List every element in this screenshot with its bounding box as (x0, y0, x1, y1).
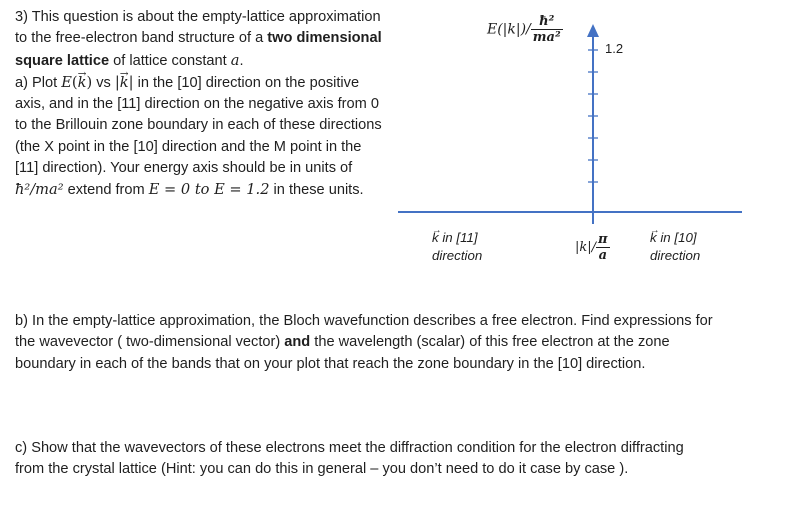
bold-and: and (284, 334, 311, 351)
question-part-c: c) Show that the wavevectors of these electrons meet the diffraction condition for the electron diffracting from the crystal lattice (Hint: you can do this in general – you don’t need to do it case by case ). (15, 440, 684, 478)
left-direction-label: → k in [11] direction (432, 229, 482, 265)
vertical-axis-arrowhead (587, 24, 599, 37)
k-vector: → k (78, 72, 87, 93)
right-direction-label: → k in [10] direction (650, 229, 700, 265)
question-intro: 3) This question is about the empty-lattice approximation to the free-electron band structure of a two dimensional square lattice of lattice constant a. (15, 9, 382, 69)
x-axis-label: |k|/ $\frac{\pi}{a}$ (575, 232, 608, 263)
question-part-b: b) In the empty-lattice approximation, the Bloch wavefunction describes a free electron. Find expressions for the wavevector ( two-dimensional vector) and the wavelength (scalar) of this free electron at the zone boundary in each of the bands that on your plot that reach the zone boundary in the [10] direction. (15, 313, 713, 372)
question-part-a: a) Plot E(→ k) vs |→ k| in the [10] direction on the positive axis, and in the [11] direction on the negative axis from 0 to the Brillouin zone boundary in each of these directions (the X point in the [10] direction and the M point in the [11] direction). Your energy axis should be in units of ħ²/ma² extend from E = 0 to E = 1.2 in these units. (15, 72, 387, 202)
bold-2d-square-lattice: two dimensional square lattice (15, 30, 382, 69)
k-vector: → k (120, 72, 129, 93)
y-axis-label: E(|k|)/ $\frac{\text{ħ²}}{\text{ma²}}$ (487, 14, 561, 45)
y-tick-label-max: 1.2 (605, 41, 624, 56)
energy-range: E = 0 to E = 1.2 (148, 181, 270, 199)
energy-units: ħ²/ma² (15, 181, 64, 199)
